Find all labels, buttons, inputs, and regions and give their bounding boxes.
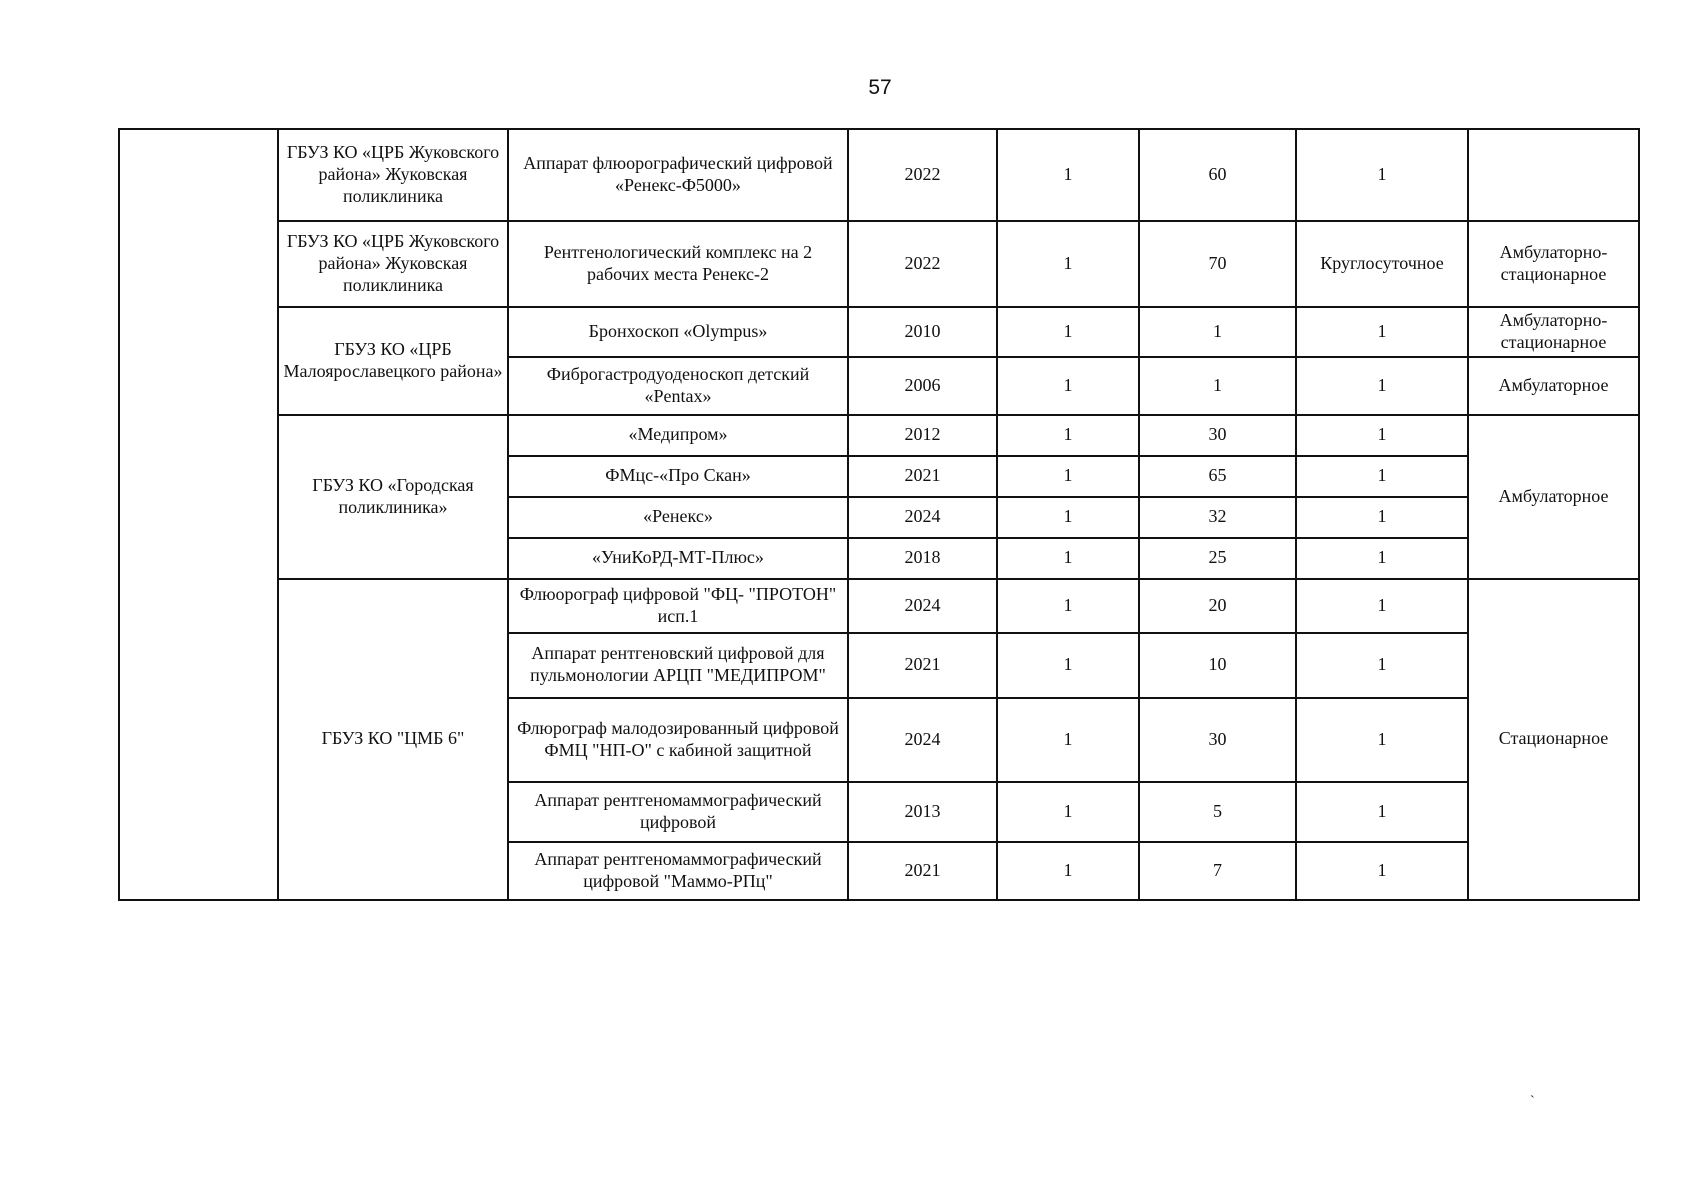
device-cell: «Ренекс»	[508, 497, 848, 538]
mode-cell: 1	[1296, 415, 1468, 456]
device-cell: ФМцс-«Про Скан»	[508, 456, 848, 497]
table-row	[119, 415, 1639, 456]
device-cell: «Медипром»	[508, 415, 848, 456]
year-cell: 2018	[848, 538, 997, 579]
device-cell: Фиброгастродуоденоскоп детский «Pentax»	[508, 357, 848, 415]
device-cell: Рентгенологический комплекс на 2 рабочих места Ренекс-2	[508, 221, 848, 307]
year-cell: 2013	[848, 782, 997, 842]
quantity-cell: 1	[997, 538, 1139, 579]
load-cell: 30	[1139, 698, 1296, 782]
mode-cell: 1	[1296, 357, 1468, 415]
care-type-cell	[1468, 129, 1639, 221]
year-cell: 2021	[848, 633, 997, 698]
device-cell: «УниКоРД-МТ-Плюс»	[508, 538, 848, 579]
mode-cell: 1	[1296, 497, 1468, 538]
year-cell: 2012	[848, 415, 997, 456]
mode-cell: 1	[1296, 538, 1468, 579]
quantity-cell: 1	[997, 782, 1139, 842]
quantity-cell: 1	[997, 129, 1139, 221]
table-row	[119, 579, 1639, 633]
care-type-cell: Стационарное	[1468, 579, 1639, 900]
quantity-cell: 1	[997, 633, 1139, 698]
table-row	[119, 307, 1639, 357]
load-cell: 70	[1139, 221, 1296, 307]
quantity-cell: 1	[997, 698, 1139, 782]
load-cell: 32	[1139, 497, 1296, 538]
year-cell: 2006	[848, 357, 997, 415]
device-cell: Флюорограф цифровой "ФЦ- "ПРОТОН" исп.1	[508, 579, 848, 633]
year-cell: 2010	[848, 307, 997, 357]
year-cell: 2024	[848, 579, 997, 633]
organization-cell: ГБУЗ КО «ЦРБ Малоярославецкого района»	[278, 307, 508, 415]
quantity-cell: 1	[997, 307, 1139, 357]
mode-cell: 1	[1296, 456, 1468, 497]
load-cell: 25	[1139, 538, 1296, 579]
care-type-cell: Амбулаторно-стационарное	[1468, 307, 1639, 357]
table-row	[119, 221, 1639, 307]
mode-cell: 1	[1296, 842, 1468, 900]
load-cell: 60	[1139, 129, 1296, 221]
load-cell: 20	[1139, 579, 1296, 633]
organization-cell: ГБУЗ КО «ЦРБ Жуковского района» Жуковская поликлиника	[278, 221, 508, 307]
organization-cell: ГБУЗ КО «Городская поликлиника»	[278, 415, 508, 579]
device-cell: Аппарат рентгеномаммографический цифровой	[508, 782, 848, 842]
load-cell: 65	[1139, 456, 1296, 497]
quantity-cell: 1	[997, 842, 1139, 900]
year-cell: 2024	[848, 497, 997, 538]
load-cell: 10	[1139, 633, 1296, 698]
year-cell: 2022	[848, 129, 997, 221]
mode-cell: 1	[1296, 129, 1468, 221]
load-cell: 5	[1139, 782, 1296, 842]
quantity-cell: 1	[997, 357, 1139, 415]
care-type-cell: Амбулаторное	[1468, 415, 1639, 579]
device-cell: Аппарат рентгеномаммографический цифровой "Маммо-РПц"	[508, 842, 848, 900]
organization-cell: ГБУЗ КО «ЦРБ Жуковского района» Жуковская поликлиника	[278, 129, 508, 221]
mode-cell: 1	[1296, 698, 1468, 782]
care-type-cell: Амбулаторно-стационарное	[1468, 221, 1639, 307]
year-cell: 2021	[848, 456, 997, 497]
stray-mark: `	[1530, 1094, 1535, 1109]
page-number: 57	[868, 76, 892, 99]
device-cell: Аппарат рентгеновский цифровой для пульмонологии АРЦП "МЕДИПРОМ"	[508, 633, 848, 698]
device-cell: Флюрограф малодозированный цифровой ФМЦ "НП-О" с кабиной защитной	[508, 698, 848, 782]
device-cell: Бронхоскоп «Olympus»	[508, 307, 848, 357]
quantity-cell: 1	[997, 579, 1139, 633]
load-cell: 7	[1139, 842, 1296, 900]
quantity-cell: 1	[997, 415, 1139, 456]
organization-cell: ГБУЗ КО "ЦМБ 6"	[278, 579, 508, 900]
care-type-cell: Амбулаторное	[1468, 357, 1639, 415]
year-cell: 2022	[848, 221, 997, 307]
year-cell: 2021	[848, 842, 997, 900]
equipment-table	[118, 128, 1640, 901]
load-cell: 30	[1139, 415, 1296, 456]
quantity-cell: 1	[997, 497, 1139, 538]
quantity-cell: 1	[997, 456, 1139, 497]
table-row	[119, 129, 1639, 221]
mode-cell: 1	[1296, 633, 1468, 698]
mode-cell: 1	[1296, 307, 1468, 357]
device-cell: Аппарат флюорографический цифровой «Ренекс-Ф5000»	[508, 129, 848, 221]
year-cell: 2024	[848, 698, 997, 782]
mode-cell: 1	[1296, 579, 1468, 633]
mode-cell: Круглосуточное	[1296, 221, 1468, 307]
quantity-cell: 1	[997, 221, 1139, 307]
blank-index-cell	[119, 129, 278, 900]
mode-cell: 1	[1296, 782, 1468, 842]
load-cell: 1	[1139, 307, 1296, 357]
load-cell: 1	[1139, 357, 1296, 415]
